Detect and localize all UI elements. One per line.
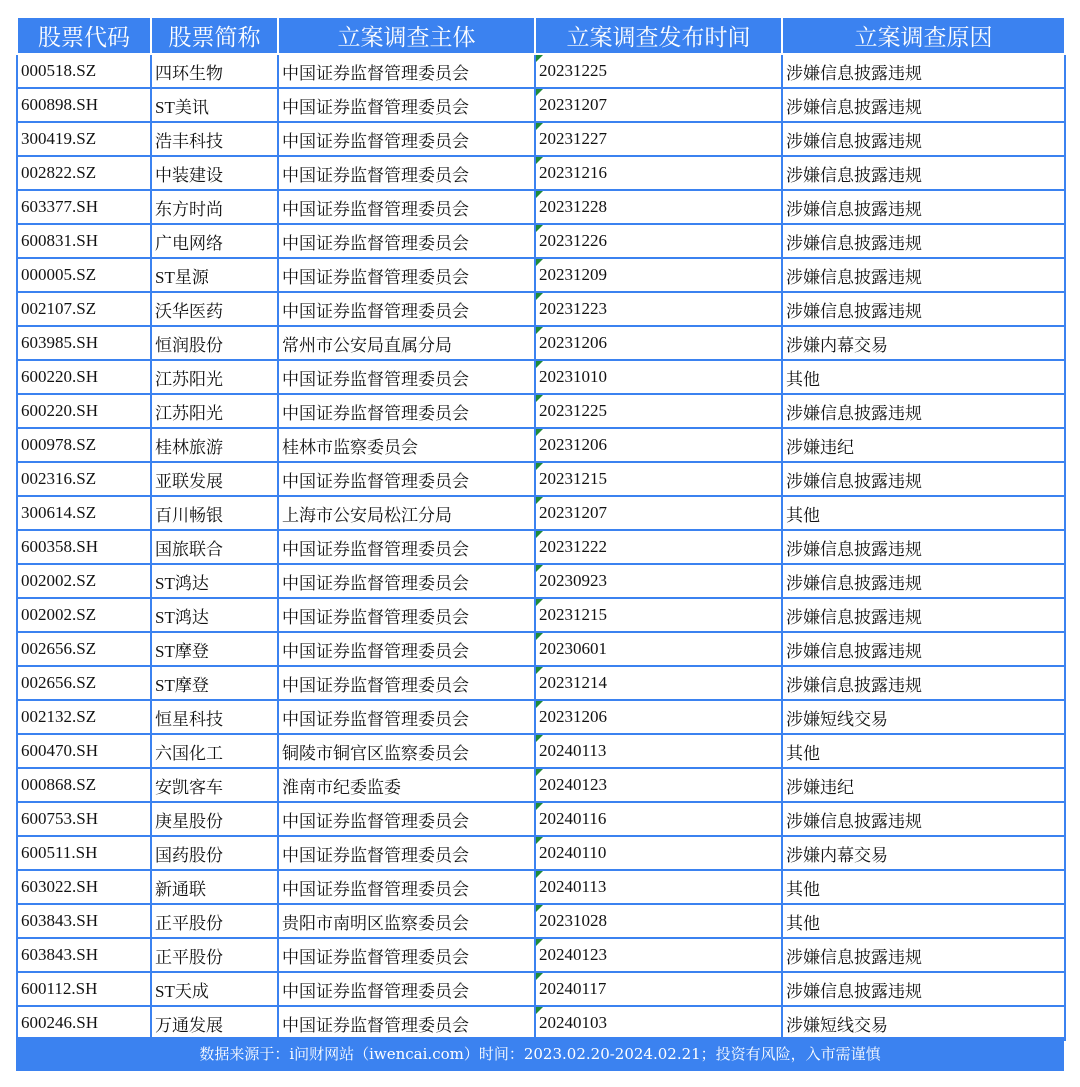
table-row [17, 632, 1065, 666]
table-header-row [17, 17, 1065, 54]
cell-investigating-body: 中国证券监督管理委员会 [278, 564, 535, 598]
cell-investigation-reason: 涉嫌信息披露违规 [782, 938, 1065, 972]
cell-announcement-date: 20231225 [535, 54, 782, 88]
cell-investigation-reason: 涉嫌短线交易 [782, 1006, 1065, 1040]
table-row [17, 428, 1065, 462]
table-row [17, 768, 1065, 802]
cell-investigating-body: 中国证券监督管理委员会 [278, 258, 535, 292]
cell-stock-code: 600753.SH [17, 802, 151, 836]
cell-stock-name: 中装建设 [151, 156, 278, 190]
cell-investigating-body: 中国证券监督管理委员会 [278, 938, 535, 972]
cell-stock-code: 002656.SZ [17, 666, 151, 700]
cell-stock-code: 600220.SH [17, 394, 151, 428]
cell-announcement-date: 20240117 [535, 972, 782, 1006]
cell-announcement-date: 20231206 [535, 326, 782, 360]
cell-announcement-date: 20231206 [535, 700, 782, 734]
cell-announcement-date: 20240123 [535, 938, 782, 972]
cell-stock-code: 603985.SH [17, 326, 151, 360]
cell-investigation-reason: 涉嫌信息披露违规 [782, 802, 1065, 836]
cell-announcement-date: 20240103 [535, 1006, 782, 1040]
cell-stock-name: ST星源 [151, 258, 278, 292]
cell-stock-code: 600898.SH [17, 88, 151, 122]
cell-stock-name: 百川畅银 [151, 496, 278, 530]
cell-investigating-body: 中国证券监督管理委员会 [278, 836, 535, 870]
cell-stock-name: 浩丰科技 [151, 122, 278, 156]
cell-stock-name: 安凯客车 [151, 768, 278, 802]
cell-investigation-reason: 涉嫌内幕交易 [782, 326, 1065, 360]
cell-stock-code: 000978.SZ [17, 428, 151, 462]
cell-announcement-date: 20240116 [535, 802, 782, 836]
cell-stock-code: 002316.SZ [17, 462, 151, 496]
header-announcement-date: 立案调查发布时间 [535, 17, 782, 54]
cell-announcement-date: 20231207 [535, 88, 782, 122]
cell-announcement-date: 20231227 [535, 122, 782, 156]
cell-investigation-reason: 涉嫌信息披露违规 [782, 88, 1065, 122]
cell-stock-code: 600246.SH [17, 1006, 151, 1040]
cell-stock-code: 000868.SZ [17, 768, 151, 802]
cell-investigation-reason: 涉嫌违纪 [782, 768, 1065, 802]
table-row [17, 598, 1065, 632]
cell-investigation-reason: 涉嫌信息披露违规 [782, 258, 1065, 292]
cell-announcement-date: 20231223 [535, 292, 782, 326]
cell-stock-code: 600470.SH [17, 734, 151, 768]
cell-investigation-reason: 涉嫌信息披露违规 [782, 972, 1065, 1006]
table-row [17, 700, 1065, 734]
cell-investigating-body: 上海市公安局松江分局 [278, 496, 535, 530]
table-row [17, 564, 1065, 598]
cell-investigation-reason: 其他 [782, 734, 1065, 768]
cell-stock-name: 广电网络 [151, 224, 278, 258]
table-row [17, 496, 1065, 530]
table-row [17, 54, 1065, 88]
header-investigation-reason: 立案调查原因 [782, 17, 1065, 54]
cell-announcement-date: 20231209 [535, 258, 782, 292]
cell-investigation-reason: 其他 [782, 870, 1065, 904]
cell-investigation-reason: 其他 [782, 496, 1065, 530]
cell-investigating-body: 中国证券监督管理委员会 [278, 666, 535, 700]
cell-investigation-reason: 涉嫌信息披露违规 [782, 224, 1065, 258]
table-row [17, 802, 1065, 836]
cell-stock-name: ST鸿达 [151, 598, 278, 632]
investigation-table-container [16, 16, 1064, 1041]
cell-investigation-reason: 涉嫌信息披露违规 [782, 564, 1065, 598]
cell-stock-name: 江苏阳光 [151, 360, 278, 394]
cell-announcement-date: 20240110 [535, 836, 782, 870]
header-investigating-body: 立案调查主体 [278, 17, 535, 54]
cell-stock-code: 600112.SH [17, 972, 151, 1006]
cell-announcement-date: 20231028 [535, 904, 782, 938]
cell-investigation-reason: 涉嫌信息披露违规 [782, 462, 1065, 496]
cell-stock-code: 002002.SZ [17, 564, 151, 598]
cell-investigating-body: 中国证券监督管理委员会 [278, 598, 535, 632]
cell-stock-code: 002656.SZ [17, 632, 151, 666]
cell-investigation-reason: 涉嫌信息披露违规 [782, 530, 1065, 564]
cell-investigation-reason: 涉嫌信息披露违规 [782, 156, 1065, 190]
cell-investigation-reason: 涉嫌内幕交易 [782, 836, 1065, 870]
cell-stock-name: 庚星股份 [151, 802, 278, 836]
cell-stock-code: 600358.SH [17, 530, 151, 564]
cell-stock-name: 新通联 [151, 870, 278, 904]
cell-stock-name: 国药股份 [151, 836, 278, 870]
cell-stock-code: 002822.SZ [17, 156, 151, 190]
cell-investigating-body: 桂林市监察委员会 [278, 428, 535, 462]
cell-announcement-date: 20230923 [535, 564, 782, 598]
cell-stock-name: 亚联发展 [151, 462, 278, 496]
cell-announcement-date: 20231214 [535, 666, 782, 700]
cell-announcement-date: 20231226 [535, 224, 782, 258]
header-stock-code: 股票代码 [17, 17, 151, 54]
cell-stock-code: 603843.SH [17, 904, 151, 938]
table-row [17, 836, 1065, 870]
cell-announcement-date: 20240113 [535, 734, 782, 768]
table-row [17, 530, 1065, 564]
table-row [17, 122, 1065, 156]
cell-investigating-body: 中国证券监督管理委员会 [278, 530, 535, 564]
cell-investigating-body: 中国证券监督管理委员会 [278, 88, 535, 122]
table-row [17, 156, 1065, 190]
cell-investigating-body: 贵阳市南明区监察委员会 [278, 904, 535, 938]
cell-announcement-date: 20240123 [535, 768, 782, 802]
cell-announcement-date: 20231206 [535, 428, 782, 462]
data-source-footer: 数据来源于：i问财网站（iwencai.com）时间：2023.02.20-2024.02.21；投资有风险，入市需谨慎 [16, 1037, 1064, 1071]
cell-investigation-reason: 涉嫌信息披露违规 [782, 598, 1065, 632]
cell-announcement-date: 20231010 [535, 360, 782, 394]
cell-stock-code: 600511.SH [17, 836, 151, 870]
cell-stock-code: 600831.SH [17, 224, 151, 258]
cell-stock-name: ST美讯 [151, 88, 278, 122]
cell-investigating-body: 中国证券监督管理委员会 [278, 190, 535, 224]
table-row [17, 292, 1065, 326]
cell-stock-name: 江苏阳光 [151, 394, 278, 428]
cell-investigating-body: 中国证券监督管理委员会 [278, 700, 535, 734]
cell-investigation-reason: 涉嫌信息披露违规 [782, 54, 1065, 88]
cell-stock-name: 万通发展 [151, 1006, 278, 1040]
cell-investigating-body: 中国证券监督管理委员会 [278, 462, 535, 496]
cell-stock-code: 600220.SH [17, 360, 151, 394]
table-row [17, 904, 1065, 938]
cell-investigating-body: 中国证券监督管理委员会 [278, 802, 535, 836]
cell-investigating-body: 铜陵市铜官区监察委员会 [278, 734, 535, 768]
cell-stock-name: ST天成 [151, 972, 278, 1006]
cell-announcement-date: 20231225 [535, 394, 782, 428]
cell-stock-name: ST摩登 [151, 666, 278, 700]
cell-stock-name: 桂林旅游 [151, 428, 278, 462]
cell-stock-code: 300614.SZ [17, 496, 151, 530]
cell-stock-name: ST摩登 [151, 632, 278, 666]
cell-stock-code: 603022.SH [17, 870, 151, 904]
cell-investigating-body: 中国证券监督管理委员会 [278, 632, 535, 666]
table-row [17, 326, 1065, 360]
header-stock-name: 股票简称 [151, 17, 278, 54]
cell-announcement-date: 20231228 [535, 190, 782, 224]
cell-investigating-body: 中国证券监督管理委员会 [278, 972, 535, 1006]
cell-stock-name: 东方时尚 [151, 190, 278, 224]
cell-investigation-reason: 涉嫌信息披露违规 [782, 190, 1065, 224]
cell-investigating-body: 淮南市纪委监委 [278, 768, 535, 802]
cell-investigating-body: 中国证券监督管理委员会 [278, 292, 535, 326]
cell-announcement-date: 20231207 [535, 496, 782, 530]
cell-stock-code: 002107.SZ [17, 292, 151, 326]
cell-investigating-body: 中国证券监督管理委员会 [278, 394, 535, 428]
table-row [17, 972, 1065, 1006]
cell-investigation-reason: 其他 [782, 904, 1065, 938]
table-row [17, 734, 1065, 768]
table-row [17, 938, 1065, 972]
cell-investigation-reason: 涉嫌短线交易 [782, 700, 1065, 734]
cell-stock-code: 002132.SZ [17, 700, 151, 734]
cell-investigating-body: 常州市公安局直属分局 [278, 326, 535, 360]
cell-stock-name: 正平股份 [151, 904, 278, 938]
cell-announcement-date: 20231216 [535, 156, 782, 190]
cell-stock-name: 国旅联合 [151, 530, 278, 564]
table-row [17, 462, 1065, 496]
cell-stock-code: 300419.SZ [17, 122, 151, 156]
table-row [17, 88, 1065, 122]
table-body [17, 54, 1065, 1040]
table-row [17, 666, 1065, 700]
investigation-table [16, 16, 1066, 1041]
cell-investigation-reason: 涉嫌信息披露违规 [782, 666, 1065, 700]
cell-announcement-date: 20231215 [535, 462, 782, 496]
table-row [17, 360, 1065, 394]
cell-stock-code: 000005.SZ [17, 258, 151, 292]
table-row [17, 224, 1065, 258]
cell-investigation-reason: 涉嫌信息披露违规 [782, 292, 1065, 326]
cell-investigating-body: 中国证券监督管理委员会 [278, 870, 535, 904]
table-row [17, 258, 1065, 292]
cell-stock-code: 000518.SZ [17, 54, 151, 88]
cell-announcement-date: 20230601 [535, 632, 782, 666]
cell-stock-name: 正平股份 [151, 938, 278, 972]
table-row [17, 190, 1065, 224]
cell-stock-name: 沃华医药 [151, 292, 278, 326]
cell-investigation-reason: 涉嫌信息披露违规 [782, 632, 1065, 666]
cell-stock-name: 恒润股份 [151, 326, 278, 360]
cell-announcement-date: 20231222 [535, 530, 782, 564]
cell-stock-code: 002002.SZ [17, 598, 151, 632]
table-row [17, 1006, 1065, 1040]
cell-stock-name: 六国化工 [151, 734, 278, 768]
cell-stock-name: 恒星科技 [151, 700, 278, 734]
cell-investigating-body: 中国证券监督管理委员会 [278, 54, 535, 88]
cell-stock-name: ST鸿达 [151, 564, 278, 598]
cell-investigation-reason: 其他 [782, 360, 1065, 394]
cell-investigating-body: 中国证券监督管理委员会 [278, 122, 535, 156]
cell-investigating-body: 中国证券监督管理委员会 [278, 360, 535, 394]
cell-investigating-body: 中国证券监督管理委员会 [278, 156, 535, 190]
cell-stock-code: 603377.SH [17, 190, 151, 224]
cell-stock-code: 603843.SH [17, 938, 151, 972]
cell-announcement-date: 20231215 [535, 598, 782, 632]
cell-investigation-reason: 涉嫌信息披露违规 [782, 122, 1065, 156]
table-row [17, 870, 1065, 904]
cell-investigating-body: 中国证券监督管理委员会 [278, 1006, 535, 1040]
table-row [17, 394, 1065, 428]
cell-investigating-body: 中国证券监督管理委员会 [278, 224, 535, 258]
cell-stock-name: 四环生物 [151, 54, 278, 88]
cell-announcement-date: 20240113 [535, 870, 782, 904]
cell-investigation-reason: 涉嫌信息披露违规 [782, 394, 1065, 428]
cell-investigation-reason: 涉嫌违纪 [782, 428, 1065, 462]
